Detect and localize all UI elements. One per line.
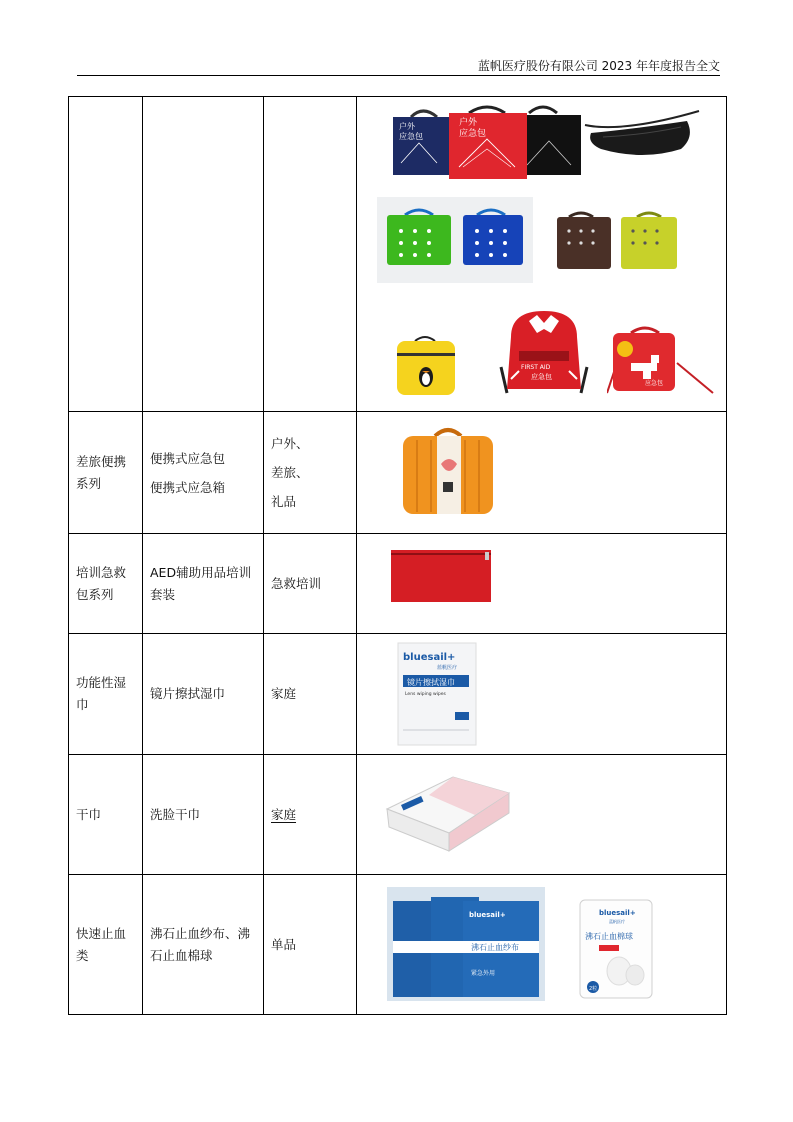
usage-text: 户外、 — [271, 436, 309, 451]
cotton-brand: bluesail+ — [599, 909, 636, 917]
table-row — [69, 755, 727, 875]
wipes-brand: bluesail+ — [403, 652, 456, 663]
backpack-text: 应急包 — [531, 373, 552, 381]
usage-text: 家庭 — [271, 806, 297, 822]
cotton-brand-cn: 蓝帆医疗 — [609, 919, 625, 924]
bag-text: 应急包 — [459, 129, 487, 139]
product-text: 镜片擦拭湿巾 — [150, 686, 226, 701]
usage-cell — [264, 875, 357, 1015]
face-towel-pack-image — [383, 769, 513, 853]
series-text: 干巾 — [76, 806, 102, 822]
image-cell — [357, 412, 727, 534]
wipes-title: 镜片擦拭湿巾 — [407, 678, 455, 687]
shoulder-bag-text: 应急包 — [645, 380, 664, 387]
series-text: 功能性湿巾 — [76, 675, 127, 712]
series-text: 差旅便携系列 — [76, 453, 127, 491]
outdoor-kit-bags-image — [389, 103, 585, 179]
orange-case-image — [399, 424, 497, 520]
product-table — [68, 96, 727, 1015]
usage-cell — [264, 534, 357, 634]
usage-cell — [264, 412, 357, 534]
gauze-title: 沸石止血纱布 — [471, 943, 519, 952]
table-row — [69, 875, 727, 1015]
usage-text: 差旅、 — [271, 465, 309, 480]
usage-text: 单品 — [271, 936, 297, 952]
page-header: 蓝帆医疗股份有限公司 2023 年年度报告全文 — [477, 59, 720, 73]
wipes-brand-cn: 蓝帆医疗 — [437, 665, 458, 671]
usage-cell — [264, 97, 357, 412]
red-backpack-image — [489, 307, 599, 397]
table-row — [69, 634, 727, 755]
usage-text: 家庭 — [271, 686, 297, 701]
image-cell — [357, 534, 727, 634]
gauze-brand: bluesail+ — [469, 911, 506, 919]
usage-cell — [264, 634, 357, 755]
product-text: 便携式应急箱 — [150, 479, 226, 495]
table-row — [69, 97, 727, 412]
series-cell — [69, 875, 143, 1015]
product-text: 洗脸干巾 — [150, 806, 201, 822]
series-text: 快速止血类 — [76, 925, 127, 963]
waist-pack-image — [583, 103, 701, 169]
red-pouch-image — [389, 546, 493, 606]
image-cell — [357, 634, 727, 755]
series-cell — [69, 634, 143, 755]
zeolite-cotton-image — [579, 899, 653, 999]
image-cell — [357, 97, 727, 412]
usage-text: 礼品 — [271, 494, 297, 509]
product-cell — [143, 755, 264, 875]
series-cell — [69, 755, 143, 875]
brown-yellow-kits-image — [555, 209, 683, 271]
bag-text: 应急包 — [399, 132, 423, 141]
red-shoulder-bag-image — [607, 323, 719, 399]
series-cell — [69, 97, 143, 412]
image-cell — [357, 755, 727, 875]
backpack-text: FIRST AID — [521, 364, 551, 371]
product-cell — [143, 97, 264, 412]
series-cell — [69, 412, 143, 534]
image-cell — [357, 875, 727, 1015]
series-text: 培训急救包系列 — [76, 564, 127, 602]
lens-wipes-image — [397, 642, 477, 746]
green-blue-kits-image — [377, 197, 533, 283]
table-row — [69, 412, 727, 534]
usage-cell — [264, 755, 357, 875]
usage-text: 急救培训 — [271, 575, 322, 591]
product-cell — [143, 412, 264, 534]
product-cell — [143, 634, 264, 755]
wipes-subtitle: Lens wiping wipes — [405, 692, 446, 697]
product-text: 沸石止血纱布、沸石止血棉球 — [150, 925, 251, 963]
product-text: AED辅助用品培训套装 — [150, 564, 252, 602]
table-row — [69, 534, 727, 634]
zeolite-gauze-image — [387, 887, 545, 1001]
yellow-penguin-kit-image — [393, 333, 459, 397]
product-cell — [143, 534, 264, 634]
bag-text: 户外 — [459, 118, 478, 128]
product-cell — [143, 875, 264, 1015]
bag-text: 户外 — [399, 122, 415, 131]
series-cell — [69, 534, 143, 634]
gauze-label: 紧急外用 — [471, 970, 496, 977]
header-rule — [77, 75, 720, 76]
cotton-title: 沸石止血棉球 — [585, 932, 633, 941]
product-text: 便携式应急包 — [150, 450, 226, 466]
cotton-count: 2粒 — [589, 986, 598, 992]
